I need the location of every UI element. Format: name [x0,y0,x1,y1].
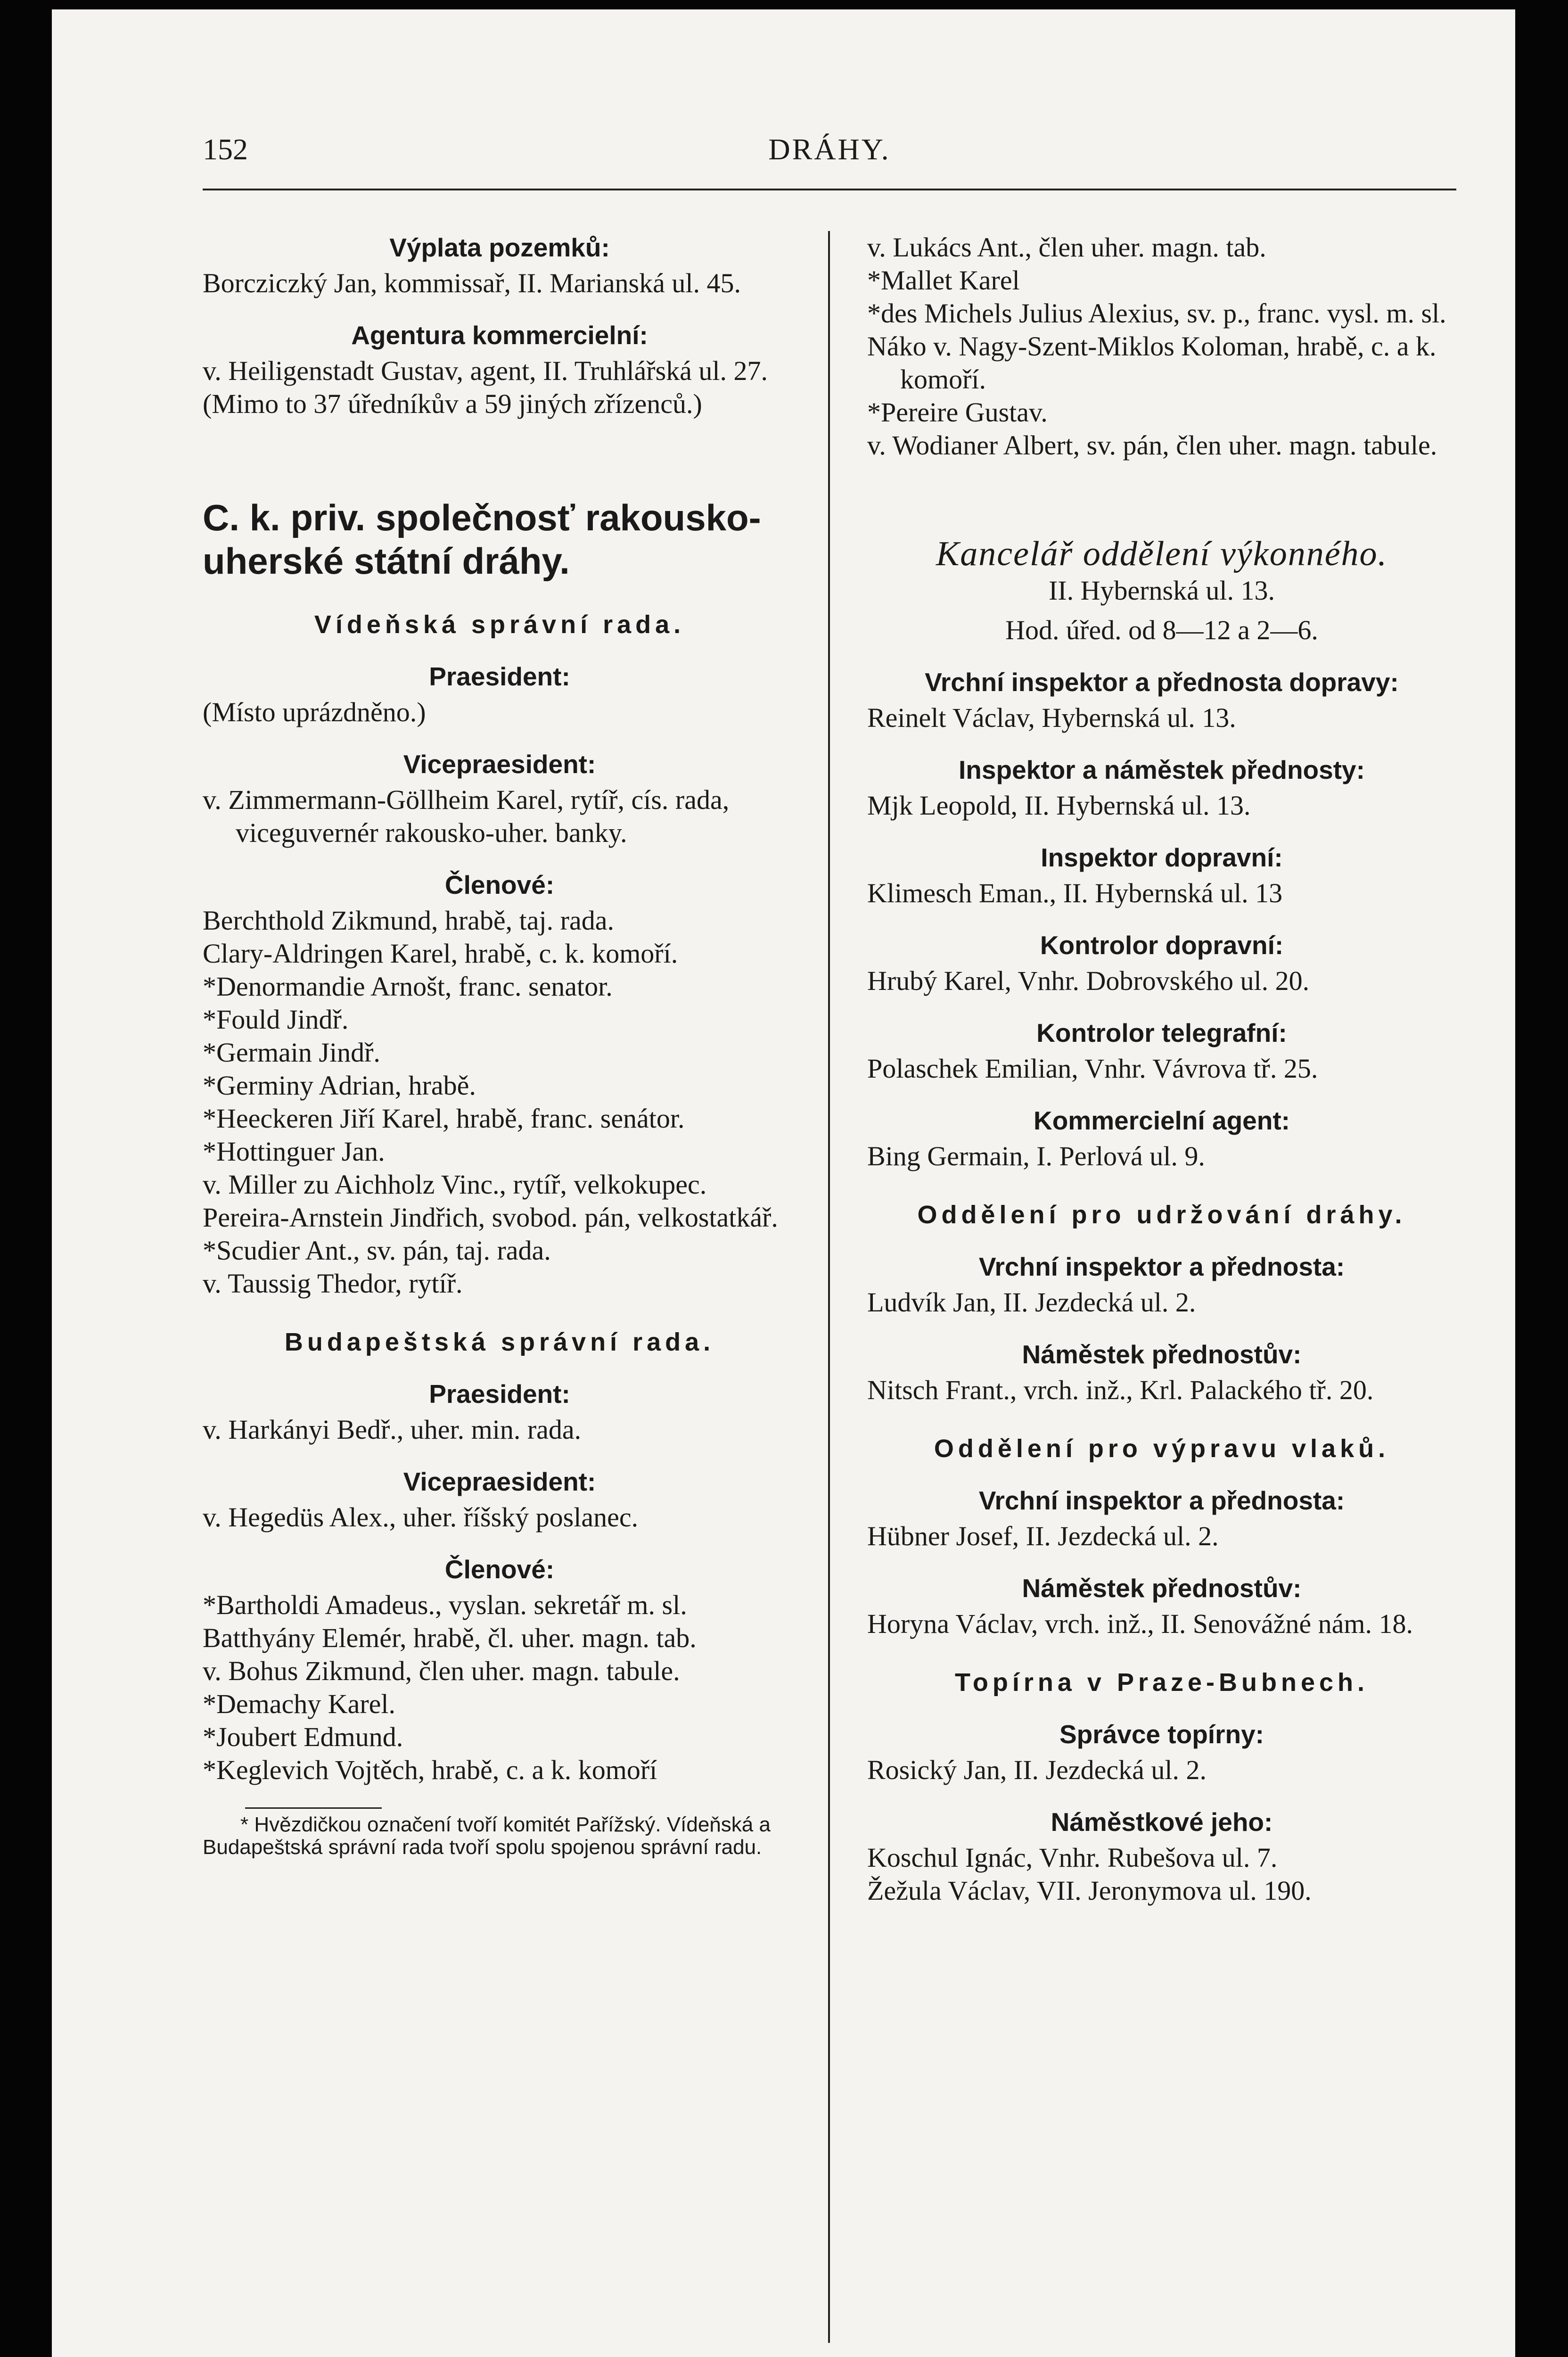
entry: v. Hegedüs Alex., uher. říšský poslanec. [203,1502,639,1533]
entry: Nitsch Frant., vrch. inž., Krl. Palackého tř. 20. [867,1375,1374,1405]
office-hours: Hod. úřed. od 8—12 a 2—6. [1005,615,1318,645]
role-heading: Členové: [444,1555,555,1584]
member-entry: *Joubert Edmund. [203,1722,403,1752]
page-content [203,132,1456,2357]
department-heading: Oddělení pro výpravu vlaků. [934,1434,1390,1463]
member-entry: *Heeckeren Jiří Karel, hrabě, franc. senátor. [203,1103,685,1134]
entry: Reinelt Václav, Hybernská ul. 13. [867,702,1236,733]
entry: Klimesch Eman., II. Hybernská ul. 13 [867,878,1283,908]
role-heading: Inspektor dopravní: [1041,843,1283,872]
role-heading: Praesident: [429,1379,570,1409]
entry: Borcziczký Jan, kommissař, II. Marianská ul. 45. [203,268,741,298]
company-title: C. k. priv. společnosť rakousko-uherské státní dráhy. [203,497,761,582]
role-heading: Vicepraesident: [403,1467,596,1496]
office-address: II. Hybernská ul. 13. [1048,575,1275,606]
member-entry: Batthyány Elemér, hrabě, čl. uher. magn. tab. [203,1623,697,1653]
entry: Polaschek Emilian, Vnhr. Vávrova tř. 25. [867,1053,1318,1084]
member-entry: *Scudier Ant., sv. pán, taj. rada. [203,1235,551,1266]
entry: (Místo uprázdněno.) [203,697,426,727]
member-entry: *Bartholdi Amadeus., vyslan. sekretář m. sl. [203,1590,687,1620]
entry: Rosický Jan, II. Jezdecká ul. 2. [867,1755,1207,1785]
role-heading: Členové: [444,870,555,899]
member-entry: *Keglevich Vojtěch, hrabě, c. a k. komoří [203,1755,657,1785]
role-heading: Vrchní inspektor a přednosta dopravy: [925,668,1399,697]
role-heading: Vrchní inspektor a přednosta: [978,1486,1345,1515]
role-heading: Správce topírny: [1059,1720,1264,1749]
role-heading: Náměstek přednostův: [1022,1574,1302,1603]
member-entry: v. Bohus Zikmund, člen uher. magn. tabule. [203,1656,680,1686]
entry: Mjk Leopold, II. Hybernská ul. 13. [867,790,1251,821]
entry: Žežula Václav, VII. Jeronymova ul. 190. [867,1875,1312,1906]
entry: Hübner Josef, II. Jezdecká ul. 2. [867,1521,1219,1551]
member-entry: *Mallet Karel [867,265,1020,296]
member-entry: Clary-Aldringen Karel, hrabě, c. k. komoří. [203,938,678,969]
role-heading: Vrchní inspektor a přednosta: [978,1252,1345,1281]
column-divider [828,231,830,2343]
role-heading: Náměstkové jeho: [1051,1807,1273,1837]
member-entry: Náko v. Nagy-Szent-Miklos Koloman, hrabě, c. a k. komoří. [867,331,1437,395]
role-heading: Inspektor a náměstek přednosty: [959,755,1365,784]
page-number: 152 [203,132,248,166]
entry: Bing Germain, I. Perlová ul. 9. [867,1141,1205,1171]
member-entry: Berchthold Zikmund, hrabě, taj. rada. [203,905,614,936]
office-title: Kancelář oddělení výkonného. [936,535,1388,573]
role-heading: Kommercielní agent: [1033,1106,1290,1135]
member-entry: *Germiny Adrian, hrabě. [203,1070,476,1101]
entry: Horyna Václav, vrch. inž., II. Senovážné nám. 18. [867,1608,1413,1639]
member-entry: Pereira-Arnstein Jindřich, svobod. pán, velkostatkář. [203,1202,778,1233]
entry: (Mimo to 37 úředníkův a 59 jiných zřízenců.) [203,388,702,419]
member-entry: v. Lukács Ant., člen uher. magn. tab. [867,232,1266,263]
board-heading: Budapeštská správní rada. [284,1328,715,1356]
member-entry: *Denormandie Arnošt, franc. senator. [203,971,613,1002]
role-heading: Náměstek přednostův: [1022,1340,1302,1369]
left-column [203,231,796,1859]
member-entry: v. Miller zu Aichholz Vinc., rytíř, velkokupec. [203,1169,707,1200]
entry: Koschul Ignác, Vnhr. Rubešova ul. 7. [867,1842,1278,1873]
member-entry: *des Michels Julius Alexius, sv. p., franc. vysl. m. sl. [867,298,1446,329]
member-entry: *Demachy Karel. [203,1689,396,1719]
member-entry: *Germain Jindř. [203,1037,380,1068]
member-entry: v. Taussig Thedor, rytíř. [203,1268,463,1299]
book-page [52,9,1515,2357]
header-rule [203,189,1456,190]
section-heading: Agentura kommercielní: [351,321,648,350]
entry: v. Heiligenstadt Gustav, agent, II. Truhlářská ul. 27. [203,355,768,386]
department-heading: Oddělení pro udržování dráhy. [917,1201,1406,1229]
member-entry: *Hottinguer Jan. [203,1136,385,1167]
entry: Ludvík Jan, II. Jezdecká ul. 2. [867,1287,1196,1318]
role-heading: Kontrolor dopravní: [1040,931,1284,960]
role-heading: Praesident: [429,662,570,691]
entry: v. Zimmermann-Göllheim Karel, rytíř, cís. rada, viceguvernér rakousko-uher. banky. [203,784,730,848]
entry: v. Harkányi Bedř., uher. min. rada. [203,1414,582,1445]
footnote: * Hvězdičkou označení tvoří komitét Pařížský. Vídeňská a Budapeštská správní rada tvoří spolu spojenou správní radu. [203,1813,771,1859]
member-entry: *Fould Jindř. [203,1004,349,1035]
page-header [203,132,1456,184]
role-heading: Kontrolor telegrafní: [1036,1018,1287,1047]
member-entry: v. Wodianer Albert, sv. pán, člen uher. magn. tabule. [867,430,1437,461]
section-heading: Výplata pozemků: [389,233,610,262]
running-title: DRÁHY. [768,132,891,166]
department-heading: Topírna v Praze-Bubnech. [954,1668,1369,1697]
footnote-rule [245,1807,382,1809]
role-heading: Vicepraesident: [403,750,596,779]
right-column [867,231,1456,1907]
member-entry: *Pereire Gustav. [867,397,1048,428]
board-heading: Vídeňská správní rada. [314,610,685,639]
entry: Hrubý Karel, Vnhr. Dobrovského ul. 20. [867,965,1310,996]
